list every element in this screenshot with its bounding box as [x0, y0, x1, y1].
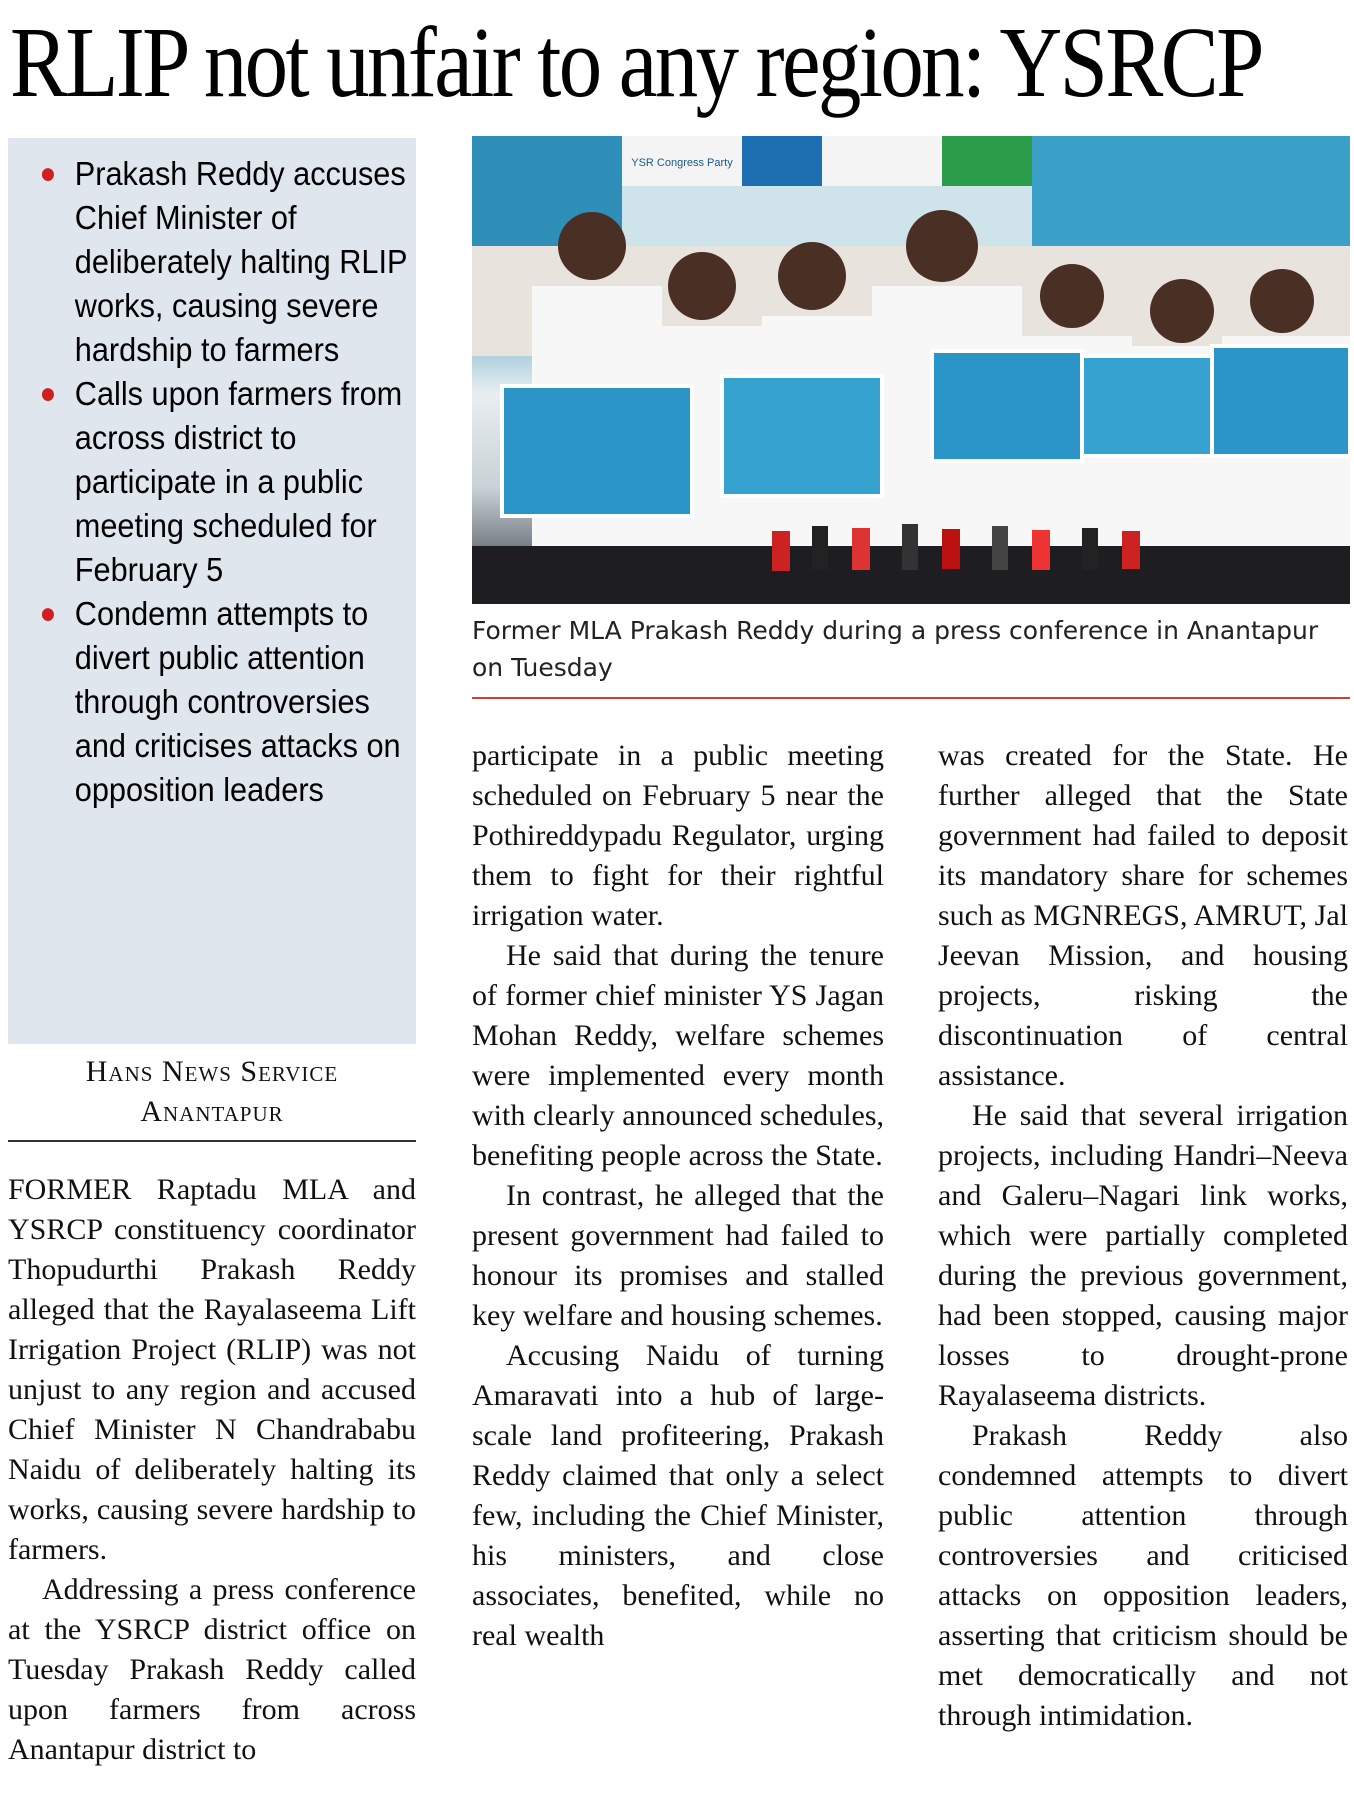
- byline-service: Hans News Service: [85, 1055, 339, 1088]
- bullet-icon: ●: [39, 597, 57, 630]
- banner-block: [822, 136, 942, 186]
- caption-divider: [472, 697, 1350, 699]
- headline: RLIP not unfair to any region: YSRCP: [10, 6, 1262, 118]
- highlights-box: [8, 138, 416, 1044]
- paragraph: was created for the State. He further alleged that the State government had failed to deposit its mandatory share for schemes such as MGNREGS, AMRUT, Jal Jeevan Mission, and housing projects, risking the discontinuation of central assistance.: [938, 739, 1348, 1092]
- article-column-1: [8, 1170, 416, 1770]
- highlight-item: [32, 372, 428, 592]
- paragraph: He said that during the tenure of former chief minister YS Jagan Mohan Reddy, welfare schemes were implemented every month with clearly announced schedules, benefiting people across the State.: [472, 939, 884, 1172]
- highlight-item: [32, 592, 428, 812]
- banner-block: [742, 136, 822, 186]
- photo-illustration: [472, 136, 1350, 604]
- paragraph: He said that several irrigation projects, including Handri–Neeva and Galeru–Nagari link works, which were partially completed during the previous government, had been stopped, causing major losses to drought-prone Rayalaseema districts.: [938, 1099, 1348, 1412]
- paragraph: Addressing a press conference at the YSRCP district office on Tuesday Prakash Reddy called upon farmers from across Anantapur district to: [8, 1573, 416, 1766]
- poster-right: [1032, 136, 1350, 256]
- bullet-icon: ●: [39, 157, 57, 190]
- paragraph: Accusing Naidu of turning Amaravati into a hub of large-scale land profiteering, Prakash Reddy claimed that only a select few, including the Chief Minister, his ministers, and close associates, benefited, while no real wealth: [472, 1339, 884, 1652]
- byline-location: Anantapur: [140, 1095, 284, 1128]
- paragraph: participate in a public meeting scheduled on February 5 near the Pothireddypadu Regulator, urging them to fight for their rightful irrigation water.: [472, 739, 884, 932]
- paragraph: FORMER Raptadu MLA and YSRCP constituency coordinator Thopudurthi Prakash Reddy alleged that the Rayalaseema Lift Irrigation Project (RLIP) was not unjust to any region and accused Chief Minister N Chandrababu Naidu of deliberately halting its works, causing severe hardship to farmers.: [8, 1173, 416, 1566]
- microphones: [772, 524, 1140, 571]
- paragraph: Prakash Reddy also condemned attempts to divert public attention through controversies and criticised attacks on opposition leaders, asserting that criticism should be met democratically and not through intimidation.: [938, 1419, 1348, 1732]
- banner-block: [942, 136, 1032, 186]
- banner-text: YSR Congress Party: [631, 157, 733, 169]
- highlight-item: [32, 152, 428, 372]
- article-column-3: [938, 736, 1348, 1736]
- article-column-2: [472, 736, 884, 1656]
- highlight-text: Condemn attempts to divert public attention through controversies and criticises attacks on opposition leaders: [74, 595, 401, 808]
- byline-divider: [8, 1140, 416, 1142]
- byline: [8, 1052, 416, 1132]
- highlight-text: Prakash Reddy accuses Chief Minister of deliberately halting RLIP works, causing severe hardship to farmers: [74, 155, 407, 368]
- bullet-icon: ●: [39, 377, 57, 410]
- highlight-text: Calls upon farmers from across district to participate in a public meeting scheduled for February 5: [74, 375, 403, 588]
- photo-caption: Former MLA Prakash Reddy during a press conference in Anantapur on Tuesday: [472, 616, 1319, 682]
- paragraph: In contrast, he alleged that the present government had failed to honour its promises and stalled key welfare and housing schemes.: [472, 1179, 884, 1332]
- press-conference-photo: [472, 136, 1350, 604]
